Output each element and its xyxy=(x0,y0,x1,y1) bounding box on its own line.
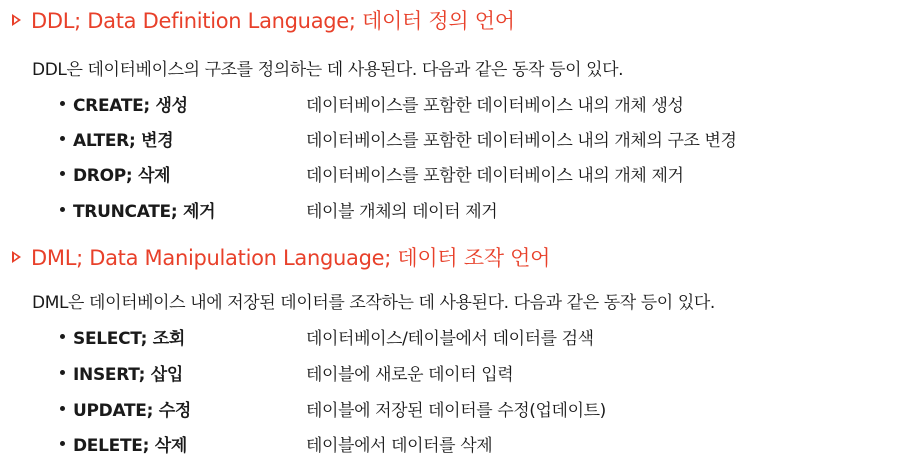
command-description: 테이블에 새로운 데이터 입력 xyxy=(306,364,514,385)
dot-bullet-icon xyxy=(60,406,65,411)
dot-bullet-icon xyxy=(60,370,65,375)
command-label: UPDATE; 수정 xyxy=(73,400,191,421)
dot-bullet-icon xyxy=(60,171,65,176)
command-description: 데이터베이스를 포함한 데이터베이스 내의 개체 제거 xyxy=(306,165,684,186)
command-label: INSERT; 삽입 xyxy=(73,364,183,385)
command-label: SELECT; 조회 xyxy=(73,328,186,349)
command-description: 데이터베이스를 포함한 데이터베이스 내의 개체 생성 xyxy=(306,95,684,116)
ddl-item-drop xyxy=(60,158,900,188)
dml-item-insert xyxy=(60,357,900,387)
dml-title-text: DML; Data Manipulation Language; 데이터 조작 언어 xyxy=(31,246,551,270)
dot-bullet-icon xyxy=(60,136,65,141)
command-description: 테이블에 저장된 데이터를 수정(업데이트) xyxy=(306,400,606,421)
dot-bullet-icon xyxy=(60,441,65,446)
dml-item-delete xyxy=(60,428,900,458)
dot-bullet-icon xyxy=(60,207,65,212)
command-description: 테이블 개체의 데이터 제거 xyxy=(306,201,498,222)
ddl-item-create xyxy=(60,88,900,118)
ddl-title-text: DDL; Data Definition Language; 데이터 정의 언어 xyxy=(31,9,515,33)
dot-bullet-icon xyxy=(60,334,65,339)
triangle-bullet-icon xyxy=(12,251,21,263)
dml-section-title xyxy=(12,240,550,274)
ddl-intro: DDL은 데이터베이스의 구조를 정의하는 데 사용된다. 다음과 같은 동작 등이 있다. xyxy=(32,59,624,80)
command-label: DROP; 삭제 xyxy=(73,165,171,186)
dot-bullet-icon xyxy=(60,101,65,106)
command-description: 테이블에서 데이터를 삭제 xyxy=(306,435,493,456)
dml-item-update xyxy=(60,393,900,423)
command-label: CREATE; 생성 xyxy=(73,95,188,116)
ddl-section-title xyxy=(12,3,515,37)
ddl-item-truncate xyxy=(60,194,900,224)
triangle-bullet-icon xyxy=(12,14,21,26)
command-description: 데이터베이스를 포함한 데이터베이스 내의 개체의 구조 변경 xyxy=(306,130,737,151)
command-description: 데이터베이스/테이블에서 데이터를 검색 xyxy=(306,328,594,349)
dml-intro: DML은 데이터베이스 내에 저장된 데이터를 조작하는 데 사용된다. 다음과 같은 동작 등이 있다. xyxy=(32,292,715,313)
dml-item-select xyxy=(60,321,900,351)
command-label: ALTER; 변경 xyxy=(73,130,174,151)
command-label: DELETE; 삭제 xyxy=(73,435,187,456)
command-label: TRUNCATE; 제거 xyxy=(73,201,216,222)
ddl-item-alter xyxy=(60,123,900,153)
